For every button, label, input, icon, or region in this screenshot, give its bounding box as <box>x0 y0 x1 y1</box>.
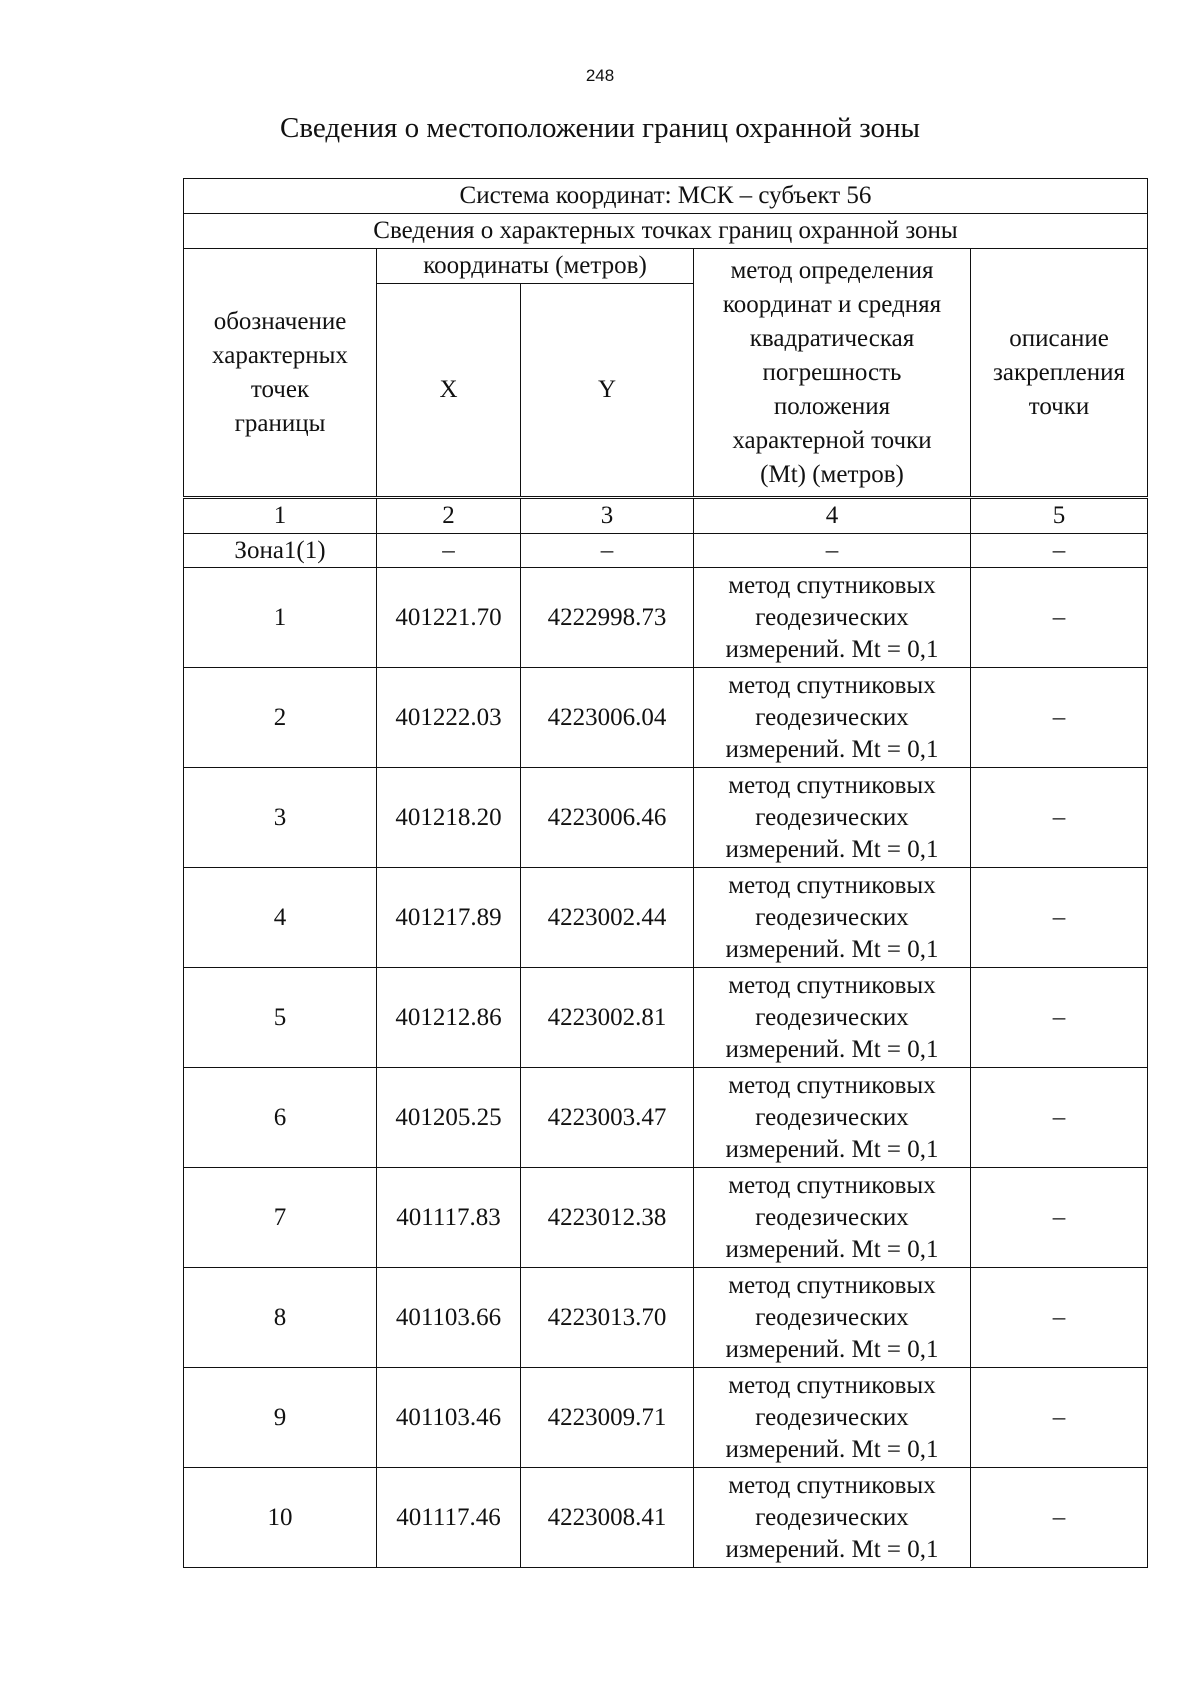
method-cell <box>694 1468 971 1568</box>
header-line: закрепления <box>993 358 1125 386</box>
header-line: координат и средняя <box>722 290 942 318</box>
table-row <box>184 768 1148 868</box>
header-line: точек <box>250 375 310 403</box>
table-row <box>184 1268 1148 1368</box>
point-number-cell: 1 <box>184 568 377 668</box>
method-line: геодезических <box>755 1303 909 1331</box>
column-number: 4 <box>694 498 971 534</box>
zone-cell: – <box>971 534 1148 568</box>
method-line: геодезических <box>755 703 909 731</box>
y-coordinate-cell: 4223002.44 <box>521 868 694 968</box>
x-coordinate-cell: 401103.46 <box>377 1368 521 1468</box>
header-y: Y <box>521 284 694 498</box>
table-row <box>184 568 1148 668</box>
description-cell: – <box>971 1368 1148 1468</box>
y-coordinate-cell: 4223006.04 <box>521 668 694 768</box>
method-line: измерений. Mt = 0,1 <box>725 1435 939 1463</box>
zone-name: Зона1(1) <box>184 534 377 568</box>
method-line: измерений. Mt = 0,1 <box>725 1535 939 1563</box>
x-coordinate-cell: 401222.03 <box>377 668 521 768</box>
description-cell: – <box>971 968 1148 1068</box>
point-number-cell: 5 <box>184 968 377 1068</box>
description-cell: – <box>971 1168 1148 1268</box>
method-line: геодезических <box>755 1103 909 1131</box>
method-cell <box>694 568 971 668</box>
coordinates-table <box>183 178 1148 1568</box>
y-coordinate-cell: 4223008.41 <box>521 1468 694 1568</box>
y-coordinate-cell: 4223003.47 <box>521 1068 694 1168</box>
point-number-cell: 2 <box>184 668 377 768</box>
table-row <box>184 1468 1148 1568</box>
table-row <box>184 1368 1148 1468</box>
method-line: измерений. Mt = 0,1 <box>725 635 939 663</box>
document-title: Сведения о местоположении границ охранной зоны <box>279 112 920 144</box>
description-cell: – <box>971 1068 1148 1168</box>
point-number-cell: 6 <box>184 1068 377 1168</box>
column-number: 3 <box>521 498 694 534</box>
method-line: измерений. Mt = 0,1 <box>725 1035 939 1063</box>
column-number: 2 <box>377 498 521 534</box>
header-line: обозначение <box>213 307 347 335</box>
x-coordinate-cell: 401217.89 <box>377 868 521 968</box>
table-row <box>184 868 1148 968</box>
method-line: геодезических <box>755 1503 909 1531</box>
table-row <box>184 1068 1148 1168</box>
method-line: метод спутниковых <box>728 1371 936 1399</box>
method-line: метод спутниковых <box>728 1171 936 1199</box>
header-coordinates: координаты (метров) <box>377 249 694 284</box>
method-cell <box>694 668 971 768</box>
point-number-cell: 10 <box>184 1468 377 1568</box>
method-line: метод спутниковых <box>728 671 936 699</box>
table-row <box>184 968 1148 1068</box>
method-line: метод спутниковых <box>728 1471 936 1499</box>
header-line: описание <box>1009 324 1109 352</box>
header-line: границы <box>234 409 326 437</box>
header-method <box>694 249 971 498</box>
method-line: измерений. Mt = 0,1 <box>725 935 939 963</box>
y-coordinate-cell: 4223013.70 <box>521 1268 694 1368</box>
description-cell: – <box>971 868 1148 968</box>
method-line: метод спутниковых <box>728 571 936 599</box>
coordinate-system-cell: Система координат: МСК – субъект 56 <box>184 179 1148 214</box>
description-cell: – <box>971 1268 1148 1368</box>
method-line: метод спутниковых <box>728 1071 936 1099</box>
zone-cell: – <box>377 534 521 568</box>
y-coordinate-cell: 4222998.73 <box>521 568 694 668</box>
method-line: метод спутниковых <box>728 971 936 999</box>
method-line: метод спутниковых <box>728 771 936 799</box>
method-cell <box>694 1168 971 1268</box>
column-number: 5 <box>971 498 1148 534</box>
header-line: характерной точки <box>732 426 932 454</box>
method-line: геодезических <box>755 1203 909 1231</box>
x-coordinate-cell: 401117.83 <box>377 1168 521 1268</box>
header-line: (Mt) (метров) <box>760 460 904 488</box>
x-coordinate-cell: 401103.66 <box>377 1268 521 1368</box>
method-line: измерений. Mt = 0,1 <box>725 835 939 863</box>
method-line: геодезических <box>755 1403 909 1431</box>
method-cell <box>694 1368 971 1468</box>
x-coordinate-cell: 401221.70 <box>377 568 521 668</box>
header-designation <box>184 249 377 498</box>
page-number: 248 <box>585 66 615 85</box>
method-cell <box>694 768 971 868</box>
header-line: квадратическая <box>749 324 915 352</box>
description-cell: – <box>971 1468 1148 1568</box>
x-coordinate-cell: 401212.86 <box>377 968 521 1068</box>
point-number-cell: 4 <box>184 868 377 968</box>
method-line: геодезических <box>755 903 909 931</box>
zone-cell: – <box>694 534 971 568</box>
header-line: погрешность <box>762 358 902 386</box>
table-row <box>184 668 1148 768</box>
y-coordinate-cell: 4223002.81 <box>521 968 694 1068</box>
header-description <box>971 249 1148 498</box>
header-x: X <box>377 284 521 498</box>
x-coordinate-cell: 401117.46 <box>377 1468 521 1568</box>
description-cell: – <box>971 668 1148 768</box>
method-line: метод спутниковых <box>728 871 936 899</box>
point-number-cell: 9 <box>184 1368 377 1468</box>
zone-cell: – <box>521 534 694 568</box>
method-line: геодезических <box>755 803 909 831</box>
method-line: геодезических <box>755 603 909 631</box>
method-line: измерений. Mt = 0,1 <box>725 1235 939 1263</box>
method-line: измерений. Mt = 0,1 <box>725 735 939 763</box>
section-title-cell: Сведения о характерных точках границ охранной зоны <box>184 214 1148 249</box>
y-coordinate-cell: 4223009.71 <box>521 1368 694 1468</box>
point-number-cell: 7 <box>184 1168 377 1268</box>
header-line: точки <box>1028 392 1090 420</box>
description-cell: – <box>971 568 1148 668</box>
x-coordinate-cell: 401205.25 <box>377 1068 521 1168</box>
column-number: 1 <box>184 498 377 534</box>
method-cell <box>694 1268 971 1368</box>
x-coordinate-cell: 401218.20 <box>377 768 521 868</box>
header-line: характерных <box>212 341 348 369</box>
point-number-cell: 8 <box>184 1268 377 1368</box>
method-line: измерений. Mt = 0,1 <box>725 1135 939 1163</box>
header-line: метод определения <box>730 256 934 284</box>
method-line: измерений. Mt = 0,1 <box>725 1335 939 1363</box>
y-coordinate-cell: 4223012.38 <box>521 1168 694 1268</box>
method-line: геодезических <box>755 1003 909 1031</box>
method-line: метод спутниковых <box>728 1271 936 1299</box>
method-cell <box>694 968 971 1068</box>
y-coordinate-cell: 4223006.46 <box>521 768 694 868</box>
method-cell <box>694 868 971 968</box>
header-line: положения <box>773 392 891 420</box>
point-number-cell: 3 <box>184 768 377 868</box>
table-row <box>184 1168 1148 1268</box>
description-cell: – <box>971 768 1148 868</box>
method-cell <box>694 1068 971 1168</box>
